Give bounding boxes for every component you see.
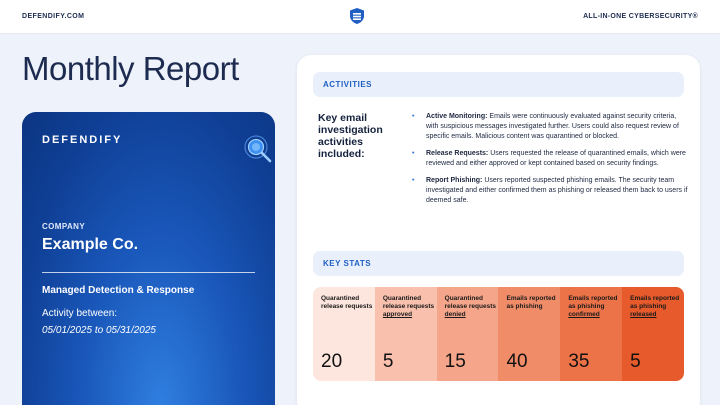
activity-item-phishing — [410, 176, 688, 206]
activities-section-header — [313, 72, 684, 97]
activity-item-title: Active Monitoring: — [426, 113, 488, 120]
bullet-dot-icon: • — [412, 150, 415, 157]
activity-item-monitoring — [410, 112, 688, 142]
stat-value: 40 — [506, 351, 528, 372]
stat-label-text: Quarantined release requests — [382, 295, 435, 310]
activity-item-text: Users reported suspected phishing emails. The security team investigated and either confirmed them as phishing or released them back to users if deemed safe. — [426, 177, 688, 204]
stat-label-text: Emails reported as phishing — [506, 295, 556, 310]
stat-label — [383, 295, 437, 319]
bullet-dot-icon: • — [412, 177, 415, 184]
activity-item-text: Users requested the release of quarantined emails, which were reviewed and either approved or kept contained based on security findings. — [426, 150, 686, 167]
key-stats-section-header — [313, 251, 684, 276]
stat-label-emphasis: released — [630, 311, 657, 318]
bullet-dot-icon: • — [412, 113, 415, 120]
activity-date-range: 05/01/2025 to 05/31/2025 — [42, 325, 156, 336]
company-name: Example Co. — [42, 236, 139, 253]
top-bar — [0, 0, 720, 34]
key-activities-label: Key email investigation activities included: — [318, 112, 383, 160]
activity-item-title: Release Requests: — [426, 150, 489, 157]
stat-tile-release-approved — [375, 287, 437, 381]
activity-item-text: Emails were continuously evaluated against security criteria, with suspicious messages investigated further. Users could also request review of specific emails. Malicious content was quarantined or blocked. — [426, 113, 679, 140]
service-name: Managed Detection & Response — [42, 285, 195, 296]
stat-label-text: Emails reported as phishing — [568, 295, 618, 310]
stat-label — [630, 295, 684, 319]
stat-label — [321, 295, 375, 311]
stat-tile-phishing-reported — [498, 287, 560, 381]
stat-tile-release-requests — [313, 287, 375, 381]
stat-value: 15 — [444, 351, 466, 372]
stat-label — [568, 295, 622, 319]
stat-label-emphasis: approved — [382, 311, 413, 318]
activity-item-title: Report Phishing: — [426, 177, 483, 184]
page-title: Monthly Report — [22, 50, 239, 87]
stat-label — [445, 295, 499, 319]
header-tagline: ALL-IN-ONE CYBERSECURITY® — [583, 13, 698, 20]
activity-item-release — [410, 149, 688, 169]
key-stats-header-label: KEY STATS — [323, 259, 372, 268]
stat-label-text: Quarantined release requests — [444, 295, 496, 310]
stat-value: 5 — [382, 351, 394, 372]
card-divider — [42, 272, 255, 273]
magnifier-search-icon — [242, 133, 275, 167]
stat-label-text: Emails reported as phishing — [630, 295, 680, 310]
stat-value: 20 — [321, 351, 343, 372]
key-stats-row — [313, 287, 684, 381]
stat-tile-release-denied — [437, 287, 499, 381]
stat-value: 35 — [568, 351, 590, 372]
stat-value: 5 — [630, 351, 641, 372]
stat-label-emphasis: confirmed — [568, 311, 600, 318]
report-panel — [297, 55, 700, 405]
card-brand-logo: DEFENDIFY — [42, 134, 123, 146]
activities-list — [410, 112, 688, 213]
company-card — [22, 112, 275, 405]
company-label: COMPANY — [42, 222, 86, 231]
stat-tile-phishing-confirmed — [560, 287, 622, 381]
stat-label — [506, 295, 560, 311]
stat-label-emphasis: denied — [444, 311, 466, 318]
stat-tile-phishing-released — [622, 287, 684, 381]
activity-period-label: Activity between: — [42, 308, 118, 319]
activities-header-label: ACTIVITIES — [323, 80, 373, 89]
stat-label-text: Quarantined release requests — [321, 295, 373, 310]
header-brand-link[interactable]: DEFENDIFY.COM — [22, 13, 85, 20]
defendify-shield-icon — [348, 7, 366, 25]
